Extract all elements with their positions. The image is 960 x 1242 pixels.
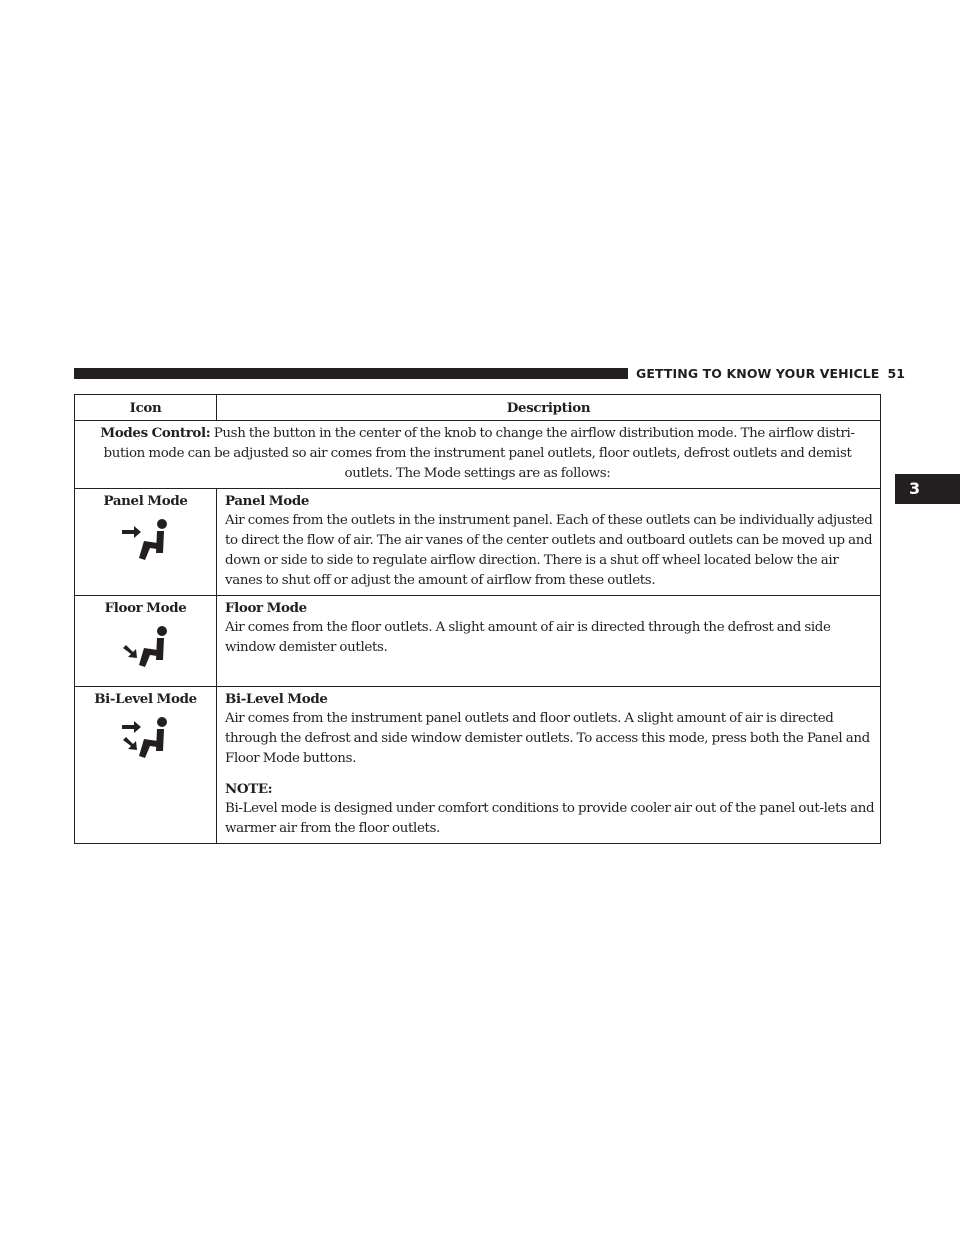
section-title: GETTING TO KNOW YOUR VEHICLE — [636, 366, 880, 381]
chapter-tab: 3 — [895, 474, 960, 504]
mode-label: Floor Mode — [104, 600, 187, 616]
mode-description: Air comes from the floor outlets. A slight amount of air is directed through the defrost and side window demister outlets. — [225, 620, 831, 655]
table-row — [75, 687, 881, 844]
mode-label: Panel Mode — [103, 493, 188, 509]
header-rule — [74, 368, 628, 379]
modes-table — [74, 394, 881, 844]
mode-title: Floor Mode — [225, 600, 307, 616]
description-cell — [217, 489, 881, 596]
description-cell — [217, 687, 881, 844]
icon-cell — [75, 687, 217, 844]
running-header — [636, 365, 906, 383]
mode-description: Air comes from the outlets in the instrument panel. Each of these outlets can be individually adjusted to direct the flow of air. The air vanes of the center outlets and outboard outlets can be moved up and down or side to side to regulate airflow direction. There is a shut off wheel located below the air vanes to shut off or adjust the amount of airflow from these outlets. — [225, 513, 873, 588]
icon-cell — [75, 596, 217, 687]
table-header-row — [75, 395, 881, 421]
intro-bold-label: Modes Control: — [100, 425, 211, 441]
column-header-icon: Icon — [75, 395, 217, 421]
mode-title: Bi-Level Mode — [225, 691, 328, 707]
note-label: NOTE: — [225, 781, 273, 797]
note-text: Bi-Level mode is designed under comfort conditions to provide cooler air out of the panel out-lets and warmer air from the floor outlets. — [225, 801, 875, 836]
mode-description: Air comes from the instrument panel outlets and floor outlets. A slight amount of air is directed through the defrost and side window demister outlets. To access this mode, press both the Panel and Floor Mode buttons. — [225, 711, 870, 766]
mode-title: Panel Mode — [225, 493, 310, 509]
bi-level-mode-icon — [118, 715, 174, 761]
description-cell — [217, 596, 881, 687]
panel-mode-icon — [118, 517, 174, 563]
intro-row — [75, 421, 881, 489]
mode-label: Bi-Level Mode — [94, 691, 197, 707]
icon-cell — [75, 489, 217, 596]
table-row — [75, 489, 881, 596]
table-row — [75, 596, 881, 687]
column-header-description: Description — [217, 395, 881, 421]
intro-cell — [75, 421, 881, 489]
intro-text: Push the button in the center of the knob to change the airflow distribution mode. The airflow distri-bution mode can be adjusted so air comes from the instrument panel outlets, floor outlets, defrost outlets and demist outlets. The Mode settings are as follows: — [103, 426, 855, 481]
page-number: 51 — [887, 366, 906, 381]
floor-mode-icon — [118, 624, 174, 670]
